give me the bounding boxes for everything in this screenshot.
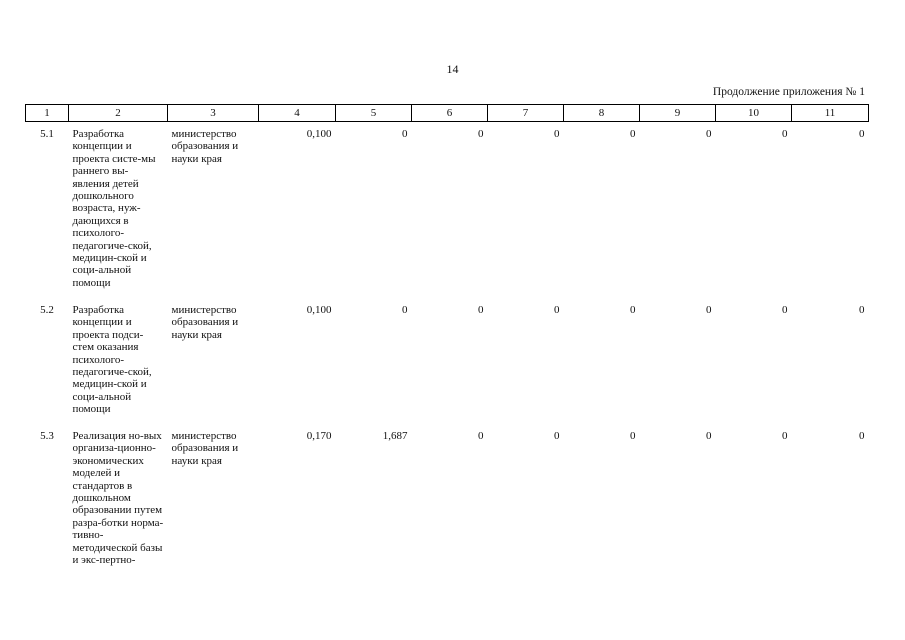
column-header: 1	[26, 105, 69, 122]
value-cell: 0,100	[306, 304, 332, 316]
value-cell: 0	[478, 304, 484, 316]
table-row	[26, 424, 869, 566]
value-cell: 0,100	[306, 128, 332, 140]
activity-name: Разработка концепции и проекта систе-мы раннего вы-явления детей дошкольного возраста, нуж-дающихся в психолого-педагогиче-ской, медицин-ской и соци-альной помощи	[72, 128, 156, 289]
column-header: 11	[792, 105, 869, 122]
row-number: 5.1	[40, 128, 54, 140]
value-cell: 0	[478, 128, 484, 140]
value-cell: 0	[859, 430, 865, 442]
value-cell: 0	[554, 128, 560, 140]
value-cell: 0	[402, 304, 408, 316]
value-cell: 0	[859, 128, 865, 140]
value-cell: 0	[706, 128, 712, 140]
value-cell: 0	[630, 430, 636, 442]
table-row	[26, 122, 869, 299]
value-cell: 0	[478, 430, 484, 442]
executor: министерство образования и науки края	[171, 430, 239, 467]
row-number: 5.2	[40, 304, 54, 316]
value-cell: 0	[782, 304, 788, 316]
value-cell: 0	[782, 430, 788, 442]
table-row	[26, 298, 869, 424]
appendix-table	[25, 104, 869, 566]
value-cell: 1,687	[382, 430, 408, 442]
value-cell: 0	[859, 304, 865, 316]
column-header: 6	[412, 105, 488, 122]
continuation-label: Продолжение приложения № 1	[712, 86, 865, 98]
executor: министерство образования и науки края	[171, 304, 239, 341]
value-cell: 0	[554, 304, 560, 316]
value-cell: 0	[706, 430, 712, 442]
column-header: 5	[336, 105, 412, 122]
column-header: 8	[564, 105, 640, 122]
column-header: 2	[69, 105, 168, 122]
value-cell: 0	[630, 128, 636, 140]
column-header: 3	[168, 105, 259, 122]
activity-name: Реализация но-вых организа-ционно-экономических моделей и стандартов в дошкольном образовании путем разра-ботки норма-тивно-методической базы и экс-пертно-	[72, 430, 164, 567]
value-cell: 0	[706, 304, 712, 316]
value-cell: 0	[630, 304, 636, 316]
column-header: 9	[640, 105, 716, 122]
value-cell: 0	[554, 430, 560, 442]
executor: министерство образования и науки края	[171, 128, 239, 165]
value-cell: 0,170	[306, 430, 332, 442]
row-number: 5.3	[40, 430, 54, 442]
value-cell: 0	[402, 128, 408, 140]
value-cell: 0	[782, 128, 788, 140]
column-header: 10	[716, 105, 792, 122]
column-number-row	[26, 105, 869, 122]
page-number: 14	[446, 62, 459, 76]
activity-name: Разработка концепции и проекта подси-стем оказания психолого-педагогиче-ской, медицин-ской и соци-альной помощи	[72, 304, 152, 416]
column-header: 7	[488, 105, 564, 122]
column-header: 4	[259, 105, 336, 122]
